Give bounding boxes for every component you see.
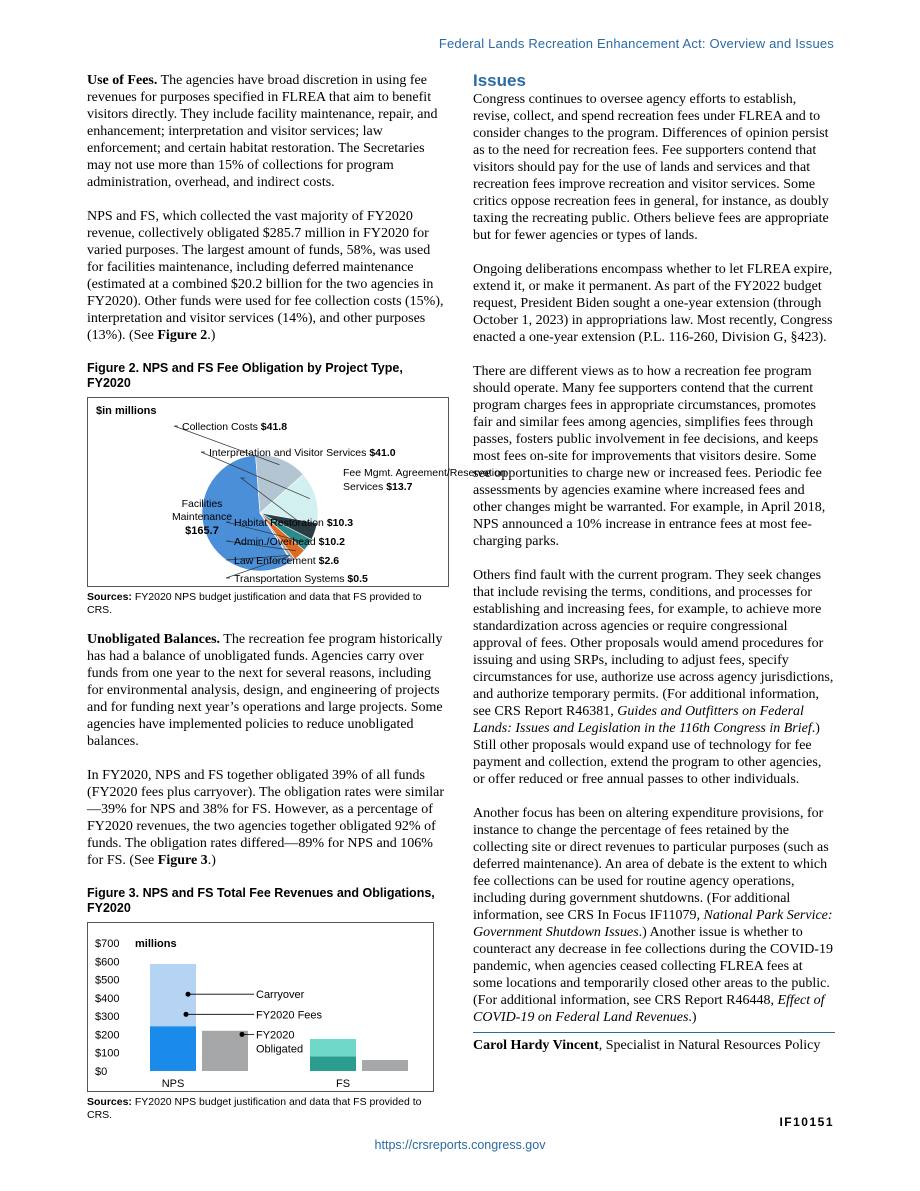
pie-value-3: $13.7 [386, 481, 413, 493]
p5-text-b: .) Another issue is whether to counteract any decrease in fee collections during the COVID-19 pandemic, when agencies ceased collecting FLREA fees at some locations and temporarily closed other areas to the public. (For additional information, see CRS Report R46448, [473, 925, 833, 1008]
pie-value-2: $41.0 [369, 447, 396, 459]
nps-fs-tail: .) [207, 328, 216, 343]
pie-value-5: $10.2 [318, 536, 345, 548]
figure-3-source-label: Sources: [87, 1096, 132, 1108]
pie-label-1: Collection Costs $41.8 [182, 421, 288, 433]
figure-2-caption: Figure 2. NPS and FS Fee Obligation by Project Type, FY2020 [87, 361, 403, 390]
x-label-FS: FS [335, 1078, 351, 1090]
bar-carryover-FS [310, 1039, 356, 1056]
nps-fs-paragraph [87, 208, 449, 344]
bar-fees-FS [310, 1056, 356, 1071]
pie-label-7: Transportation Systems $0.5 [234, 573, 368, 585]
author-name: Carol Hardy Vincent [473, 1038, 599, 1053]
issues-paragraph-3: There are different views as to how a recreation fee program should operate. Many fee supporters contend that the current program charges fees in appropriate circumstances, promotes fair and similar fees among agencies, simplifies fees through passes, fosters public involvement in fee decisions, and keeps most fees on-site for improvements that visitors desire. Some see opportunities to charge new or increased fees. Periodic fee assessments by agencies examine where increased fees and other changes might be warranted. For example, in April 2018, NPS announced a 10% increase in entrance fees at most fee-charging parks. [473, 364, 826, 549]
figure-3-source-text: FY2020 NPS budget justification and data that FS provided to CRS. [87, 1096, 422, 1121]
author-line [473, 1037, 835, 1054]
annotation-label-2: FY2020 [256, 1029, 295, 1042]
annotation-label-2b: Obligated [256, 1043, 304, 1056]
use-of-fees-paragraph [87, 72, 449, 191]
issues-heading: Issues [473, 71, 526, 90]
pie-label-3: Fee Mgmt. Agreement/Reservation [343, 467, 506, 479]
y-tick-label-0: $0 [95, 1066, 108, 1078]
annotation-label-1: FY2020 Fees [256, 1009, 323, 1022]
footer-url[interactable]: https://crsreports.congress.gov [374, 1138, 546, 1152]
pie-value-4: $10.3 [326, 517, 354, 529]
p4-report-title: Guides and Outfitters on Federal Lands: Issues and Legislation in the 116th Congress in Brief [473, 704, 812, 736]
bar-obligated-FS [362, 1060, 408, 1071]
unobligated-paragraph [87, 631, 449, 750]
right-column [473, 72, 835, 1071]
issues-paragraph-4 [473, 567, 835, 788]
y-tick-label-5: $500 [95, 974, 120, 987]
pie-value-0: $165.7 [185, 525, 219, 537]
unobligated-text: The recreation fee program historically has had a balance of unobligated funds. Agencies carry over funds from one year to the next for several reasons, including for environmental analysis, design, and engineering of projects and for funding next year’s operations and large projects. Some agencies have implemented policies to reduce unobligated balances. [87, 632, 443, 749]
pie-chart-svg [88, 398, 506, 586]
figure-2-source-label: Sources: [87, 591, 132, 603]
p5-text-a: Another focus has been on altering expenditure provisions, for instance to change the percentage of fees retained by the collecting site or direct revenues to particular purposes (such as deferred maintenance). An area of debate is the extent to which fee collections can be used for routine agency operations, including during government shutdowns. (For additional information, see CRS In Focus IF11079, [473, 806, 829, 923]
fy2020-text: In FY2020, NPS and FS together obligated 39% of all funds (FY2020 fees plus carryover). The obligation rates were similar—39% for NPS and 38% for FS. However, as a percentage of FY2020 revenues, the two agencies together obligated 92% of funds. The obligation rates differed—89% for NPS and 106% for FS. (See [87, 768, 445, 868]
figure-3-source [87, 1096, 449, 1122]
pie-label-3b: Services $13.7 [343, 481, 413, 493]
pie-value-6: $2.6 [318, 555, 340, 567]
bar-obligated-NPS [202, 1031, 248, 1071]
pie-label-0: Facilities [181, 498, 223, 510]
y-tick-label-6: $600 [95, 956, 120, 969]
p4-text-b: .) Still other proposals would expand use of technology for fee payment and collection, extend the program to other agencies, or offer reduced or free annual passes to other individuals. [473, 721, 822, 787]
y-tick-label-3: $300 [95, 1011, 120, 1024]
annotation-label-0: Carryover [256, 989, 305, 1002]
unobligated-heading: Unobligated Balances. [87, 632, 221, 647]
nps-fs-text: NPS and FS, which collected the vast majority of FY2020 revenue, collectively obligated $285.7 million in FY2020 for varied purposes. The largest amount of funds, 58%, was used for facilities maintenance, including deferred maintenance (estimated at a combined $20.2 billion for the two agencies in FY2020). Other funds were used for fee collection costs (15%), interpretation and visitor services (14%), and other purposes (13%). (See [87, 209, 444, 343]
figure-2-source-text: FY2020 NPS budget justification and data that FS provided to CRS. [87, 591, 422, 616]
y-tick-label-4: $400 [95, 992, 120, 1005]
use-of-fees-heading: Use of Fees. [87, 73, 158, 88]
y-axis-unit: millions [135, 938, 177, 950]
fy2020-paragraph [87, 767, 449, 869]
pie-label-5: Admin./Overhead $10.2 [234, 536, 345, 548]
document-id: IF10151 [779, 1115, 834, 1129]
issues-paragraph-2: Ongoing deliberations encompass whether to let FLREA expire, extend it, or make it permanent. As part of the FY2022 budget request, President Biden sought a one-year extension (through October 1, 2023) in appropriations law. Most recently, Congress enacted a one-year extension (P.L. 116-260, Division G, §423). [473, 262, 833, 345]
figure-3-link[interactable]: Figure 3 [157, 853, 208, 868]
pie-value-1: $41.8 [260, 421, 288, 433]
pie-label-4: Habitat Restoration $10.3 [234, 517, 354, 529]
y-tick-label-7: $700 [95, 938, 120, 950]
use-of-fees-text: The agencies have broad discretion in using fee revenues for purposes specified in FLREA that aim to benefit visitors directly. They include facility maintenance, repair, and enhancement; interpretation and visitor services; law enforcement; and certain habitat restoration. The Secretaries may not use more than 15% of collections for program administration, overhead, and indirect costs. [87, 73, 438, 190]
x-label-NPS: NPS [161, 1078, 185, 1090]
figure-2-pie-chart [87, 397, 506, 587]
pie-label-6: Law Enforcement $2.6 [234, 555, 340, 567]
author-divider [473, 1032, 835, 1033]
pie-label-0b: Maintenance [171, 511, 233, 523]
issues-paragraph-5 [473, 805, 835, 1026]
pie-title: $in millions [96, 405, 157, 417]
figure-2-source [87, 591, 449, 617]
pie-label-2: Interpretation and Visitor Services $41.0 [209, 447, 396, 459]
author-title: , Specialist in Natural Resources Policy [598, 1038, 821, 1053]
p4-text-a: Others find fault with the current program. They seek changes that include revising the terms, conditions, and processes for establishing and increasing fees, for example, to achieve more standardization across agencies or require congressional approval of fees. Other proposals would amend procedures for issuing and using SRPs, including to adjust fees, specify circumstances for use, authorize use across agency jurisdictions, and authorize temporary permits. (For additional information, see CRS Report R46381, [473, 568, 834, 719]
figure-2-link[interactable]: Figure 2 [157, 328, 208, 343]
running-header: Federal Lands Recreation Enhancement Act: Overview and Issues [438, 36, 834, 51]
pie-value-7: $0.5 [347, 573, 368, 585]
p5-report-title-2: Effect of COVID-19 on Federal Land Revenues [473, 993, 825, 1025]
figure-3-bar-chart [87, 922, 434, 1092]
y-tick-label-1: $100 [95, 1047, 120, 1060]
p5-report-title-1: National Park Service: Government Shutdown Issues [473, 908, 833, 940]
y-tick-label-2: $200 [95, 1029, 120, 1042]
p5-text-c: .) [688, 1010, 697, 1025]
fy2020-tail: .) [207, 853, 216, 868]
bar-chart-svg [88, 923, 433, 1091]
bar-fees-NPS [150, 1026, 196, 1071]
issues-paragraph-1: Congress continues to oversee agency efforts to establish, revise, collect, and spend recreation fees under FLREA and to consider changes to the program. Differences of opinion persist as to the need for recreation fees. Fee supporters contend that visitors should pay for the use of lands and services and that recreation fees improve recreation and visitor services. Some critics oppose recreation fees in general, for instance, as doubly taxing the recreating public. Others believe fees are appropriate but for fewer agencies or types of lands. [473, 92, 829, 243]
figure-3-caption: Figure 3. NPS and FS Total Fee Revenues and Obligations, FY2020 [87, 886, 435, 915]
